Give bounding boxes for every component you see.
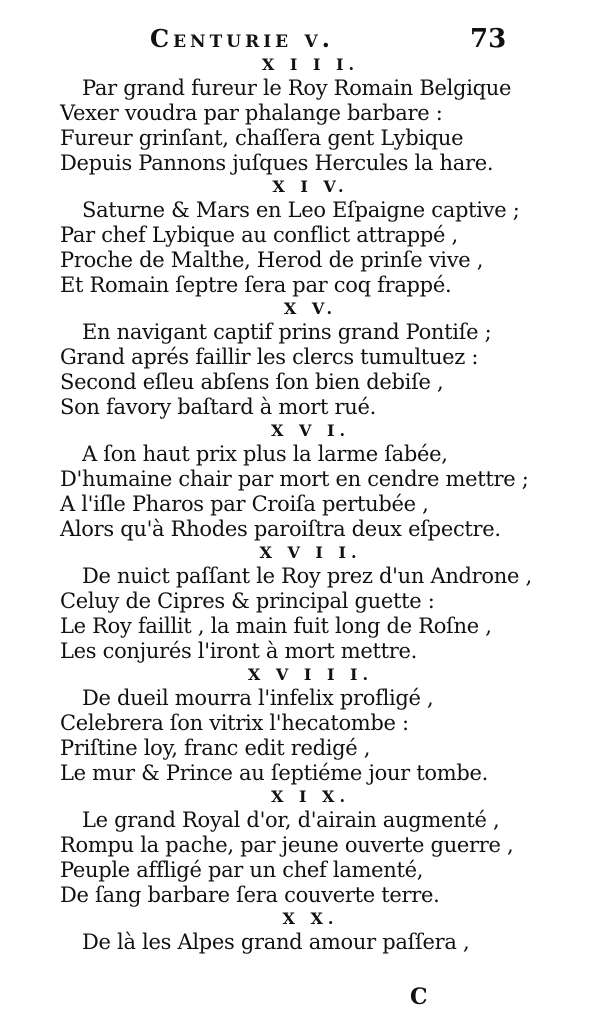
- quatrain-13: [0, 54, 603, 176]
- catchword: C: [410, 984, 428, 1010]
- quatrain-numeral: X V I.: [270, 421, 351, 440]
- verse-line: Vexer voudra par phalange barbare :: [60, 101, 443, 125]
- verse-line: Par chef Lybique au conflict attrappé ,: [60, 223, 458, 247]
- verse-line: Le grand Royal d'or, d'airain augmenté ,: [82, 808, 500, 832]
- verse-line: D'humaine chair par mort en cendre mettre ;: [60, 467, 529, 491]
- quatrain-14: [0, 176, 603, 298]
- quatrain-18: [0, 664, 603, 786]
- verse-line: Celebrera ſon vitrix l'hecatombe :: [60, 711, 409, 735]
- verse-line: Saturne & Mars en Leo Eſpaigne captive ;: [82, 198, 520, 222]
- verse-line: Celuy de Cipres & principal guette :: [60, 589, 435, 613]
- verse-line: Peuple affligé par un chef lamenté,: [60, 858, 424, 882]
- verse-line: Alors qu'à Rhodes paroiſtra deux eſpectre.: [60, 517, 501, 541]
- quatrain-numeral: X X.: [282, 909, 339, 928]
- verse-line: Proche de Malthe, Herod de prinſe vive ,: [60, 248, 484, 272]
- running-header: [0, 24, 603, 54]
- verse-line: Priſtine loy, franc edit redigé ,: [60, 736, 371, 760]
- verse-line: Le Roy faillit , la main fuit long de Roſne ,: [60, 614, 492, 638]
- verse-line: De dueil mourra l'infelix profligé ,: [82, 686, 434, 710]
- page-number: 73: [470, 24, 507, 54]
- quatrain-numeral: X I I I.: [261, 55, 360, 74]
- quatrain-17: [0, 542, 603, 664]
- quatrain-list: [0, 54, 603, 955]
- verse-line: Second eſleu abſens ſon bien debiſe ,: [60, 370, 444, 394]
- quatrain-numeral: X I X.: [270, 787, 351, 806]
- verse-line: En navigant captif prins grand Pontiſe ;: [82, 320, 492, 344]
- verse-line: De nuict paſſant le Roy prez d'un Androne ,: [82, 564, 532, 588]
- verse-line: A ſon haut prix plus la larme ſabée,: [82, 442, 448, 466]
- verse-line: Depuis Pannons juſques Hercules la hare.: [60, 151, 494, 175]
- quatrain-numeral: X V I I I.: [247, 665, 374, 684]
- verse-line: Par grand fureur le Roy Romain Belgique: [82, 76, 512, 100]
- quatrain-numeral: X V I I.: [259, 543, 362, 562]
- verse-line: De ſang barbare ſera couverte terre.: [60, 883, 440, 907]
- quatrain-15: [0, 298, 603, 420]
- quatrain-numeral: X I V.: [272, 177, 349, 196]
- quatrain-19: [0, 786, 603, 908]
- verse-line: Et Romain ſeptre ſera par coq frappé.: [60, 273, 452, 297]
- verse-line: Son favory baſtard à mort rué.: [60, 395, 377, 419]
- verse-line: Fureur grinſant, chaſſera gent Lybique: [60, 126, 464, 150]
- verse-line: Les conjurés l'iront à mort mettre.: [60, 639, 418, 663]
- running-title: Centurie v.: [150, 24, 335, 53]
- quatrain-20: [0, 908, 603, 955]
- verse-line: Le mur & Prince au ſeptiéme jour tombe.: [60, 761, 489, 785]
- verse-line: A l'iſle Pharos par Croiſa pertubée ,: [60, 492, 429, 516]
- verse-line: De là les Alpes grand amour paſſera ,: [82, 930, 470, 954]
- verse-line: Rompu la pache, par jeune ouverte guerre ,: [60, 833, 514, 857]
- quatrain-numeral: X V.: [283, 299, 338, 318]
- verse-line: Grand aprés faillir les clercs tumultuez :: [60, 345, 479, 369]
- quatrain-16: [0, 420, 603, 542]
